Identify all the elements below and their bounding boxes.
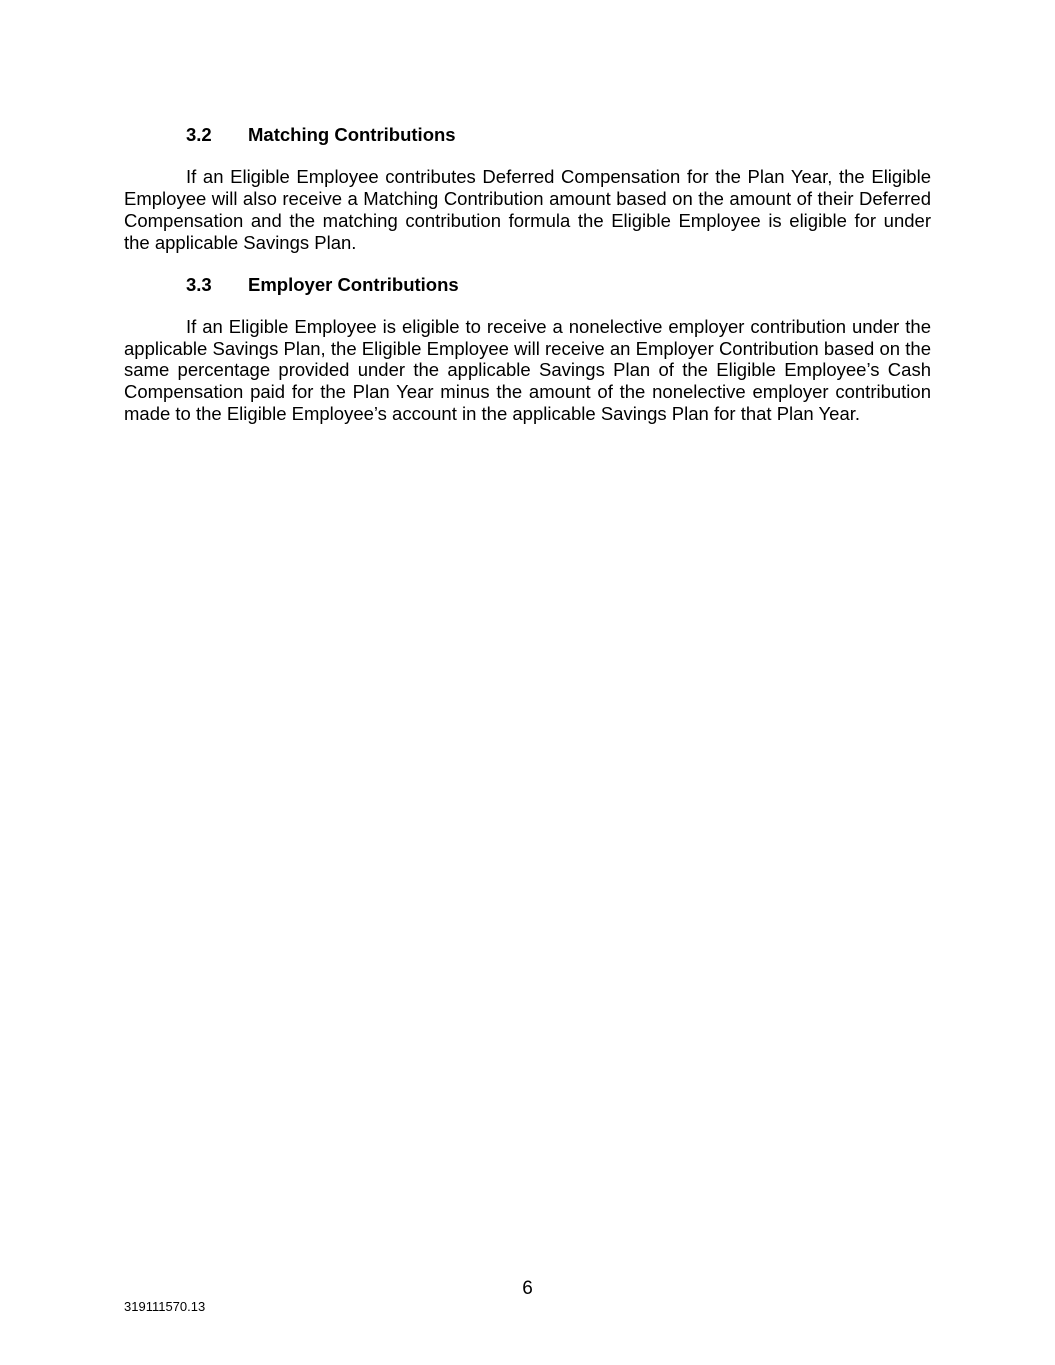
section-heading-3-2 xyxy=(124,124,931,146)
section-title: Employer Contributions xyxy=(248,273,459,295)
document-id: 319111570.13 xyxy=(124,1299,206,1314)
section-number: 3.3 xyxy=(186,273,212,295)
section-title: Matching Contributions xyxy=(248,124,456,145)
document-body xyxy=(124,124,931,425)
page-number: 6 xyxy=(522,1278,533,1299)
section-paragraph-3-2: If an Eligible Employee contributes Deferred Compensation for the Plan Year, the Eligible Employee will also receive a Matching Contribution amount based on the amount of their Deferred Compensation and the matching contribution formula the Eligible Employee is eligible for under the applicable Savings Plan. xyxy=(124,166,931,253)
section-heading-3-3 xyxy=(124,274,931,296)
section-number: 3.2 xyxy=(186,124,212,145)
section-paragraph-3-3: If an Eligible Employee is eligible to receive a nonelective employer contribution under the applicable Savings Plan, the Eligible Employee will receive an Employer Contribution based on the same percentage provided under the applicable Savings Plan of the Eligible Employee’s Cash Compensation paid for the Plan Year minus the amount of the nonelective employer contribution made to the Eligible Employee’s account in the applicable Savings Plan for that Plan Year. xyxy=(124,315,931,425)
